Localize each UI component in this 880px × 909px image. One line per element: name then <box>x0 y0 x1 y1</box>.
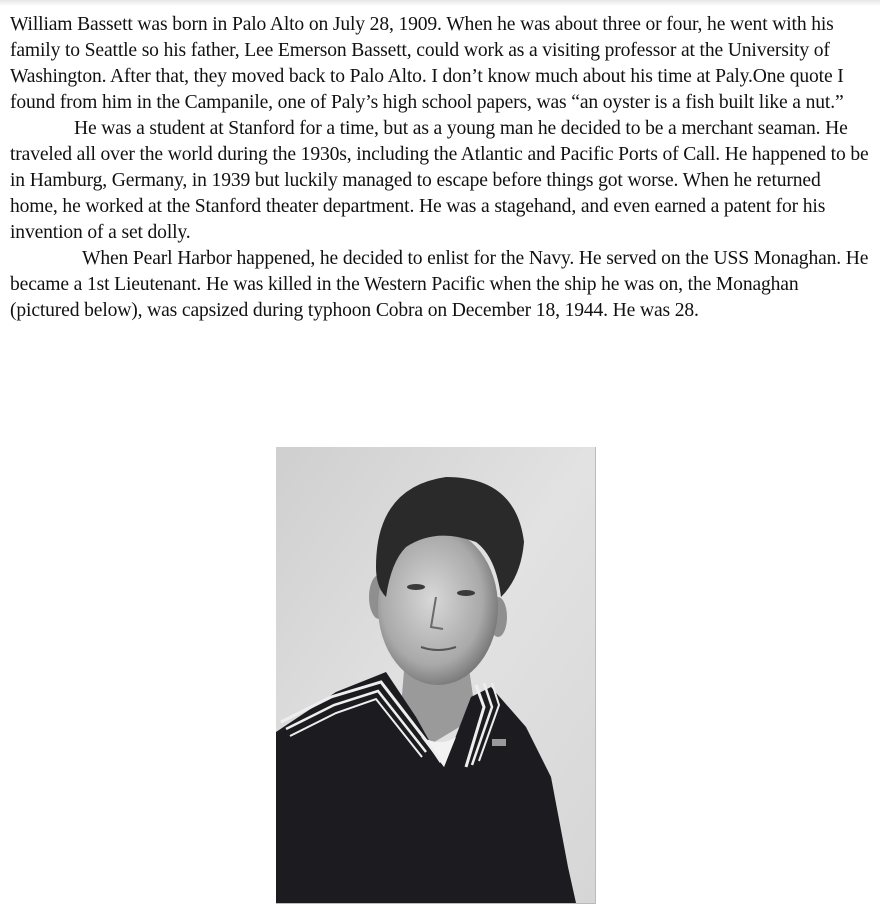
document-body <box>10 12 872 324</box>
paragraph-stanford-seaman: He was a student at Stanford for a time, but as a young man he decided to be a merchant seaman. He traveled all over the world during the 1930s, including the Atlantic and Pacific Ports of Call. He happened to be in Hamburg, Germany, in 1939 but luckily managed to escape before things got worse. When he returned home, he worked at the Stanford theater department. He was a stagehand, and even earned a patent for his invention of a set dolly. <box>10 118 869 243</box>
sailor-portrait-image <box>276 447 595 903</box>
top-edge-shadow <box>0 0 880 6</box>
paragraph-navy-service: When Pearl Harbor happened, he decided to enlist for the Navy. He served on the USS Monaghan. He became a 1st Lieutenant. He was killed in the Western Pacific when the ship he was on, the Monaghan (pictured below), was capsized during typhoon Cobra on December 18, 1944. He was 28. <box>10 248 869 321</box>
portrait-photo <box>276 447 596 904</box>
paragraph-early-life: William Bassett was born in Palo Alto on July 28, 1909. When he was about three or four, he went with his family to Seattle so his father, Lee Emerson Bassett, could work as a visiting professor at the University of Washington. After that, they moved back to Palo Alto. I don’t know much about his time at Paly.One quote I found from him in the Campanile, one of Paly’s high school papers, was “an oyster is a fish built like a nut.” <box>10 14 844 113</box>
